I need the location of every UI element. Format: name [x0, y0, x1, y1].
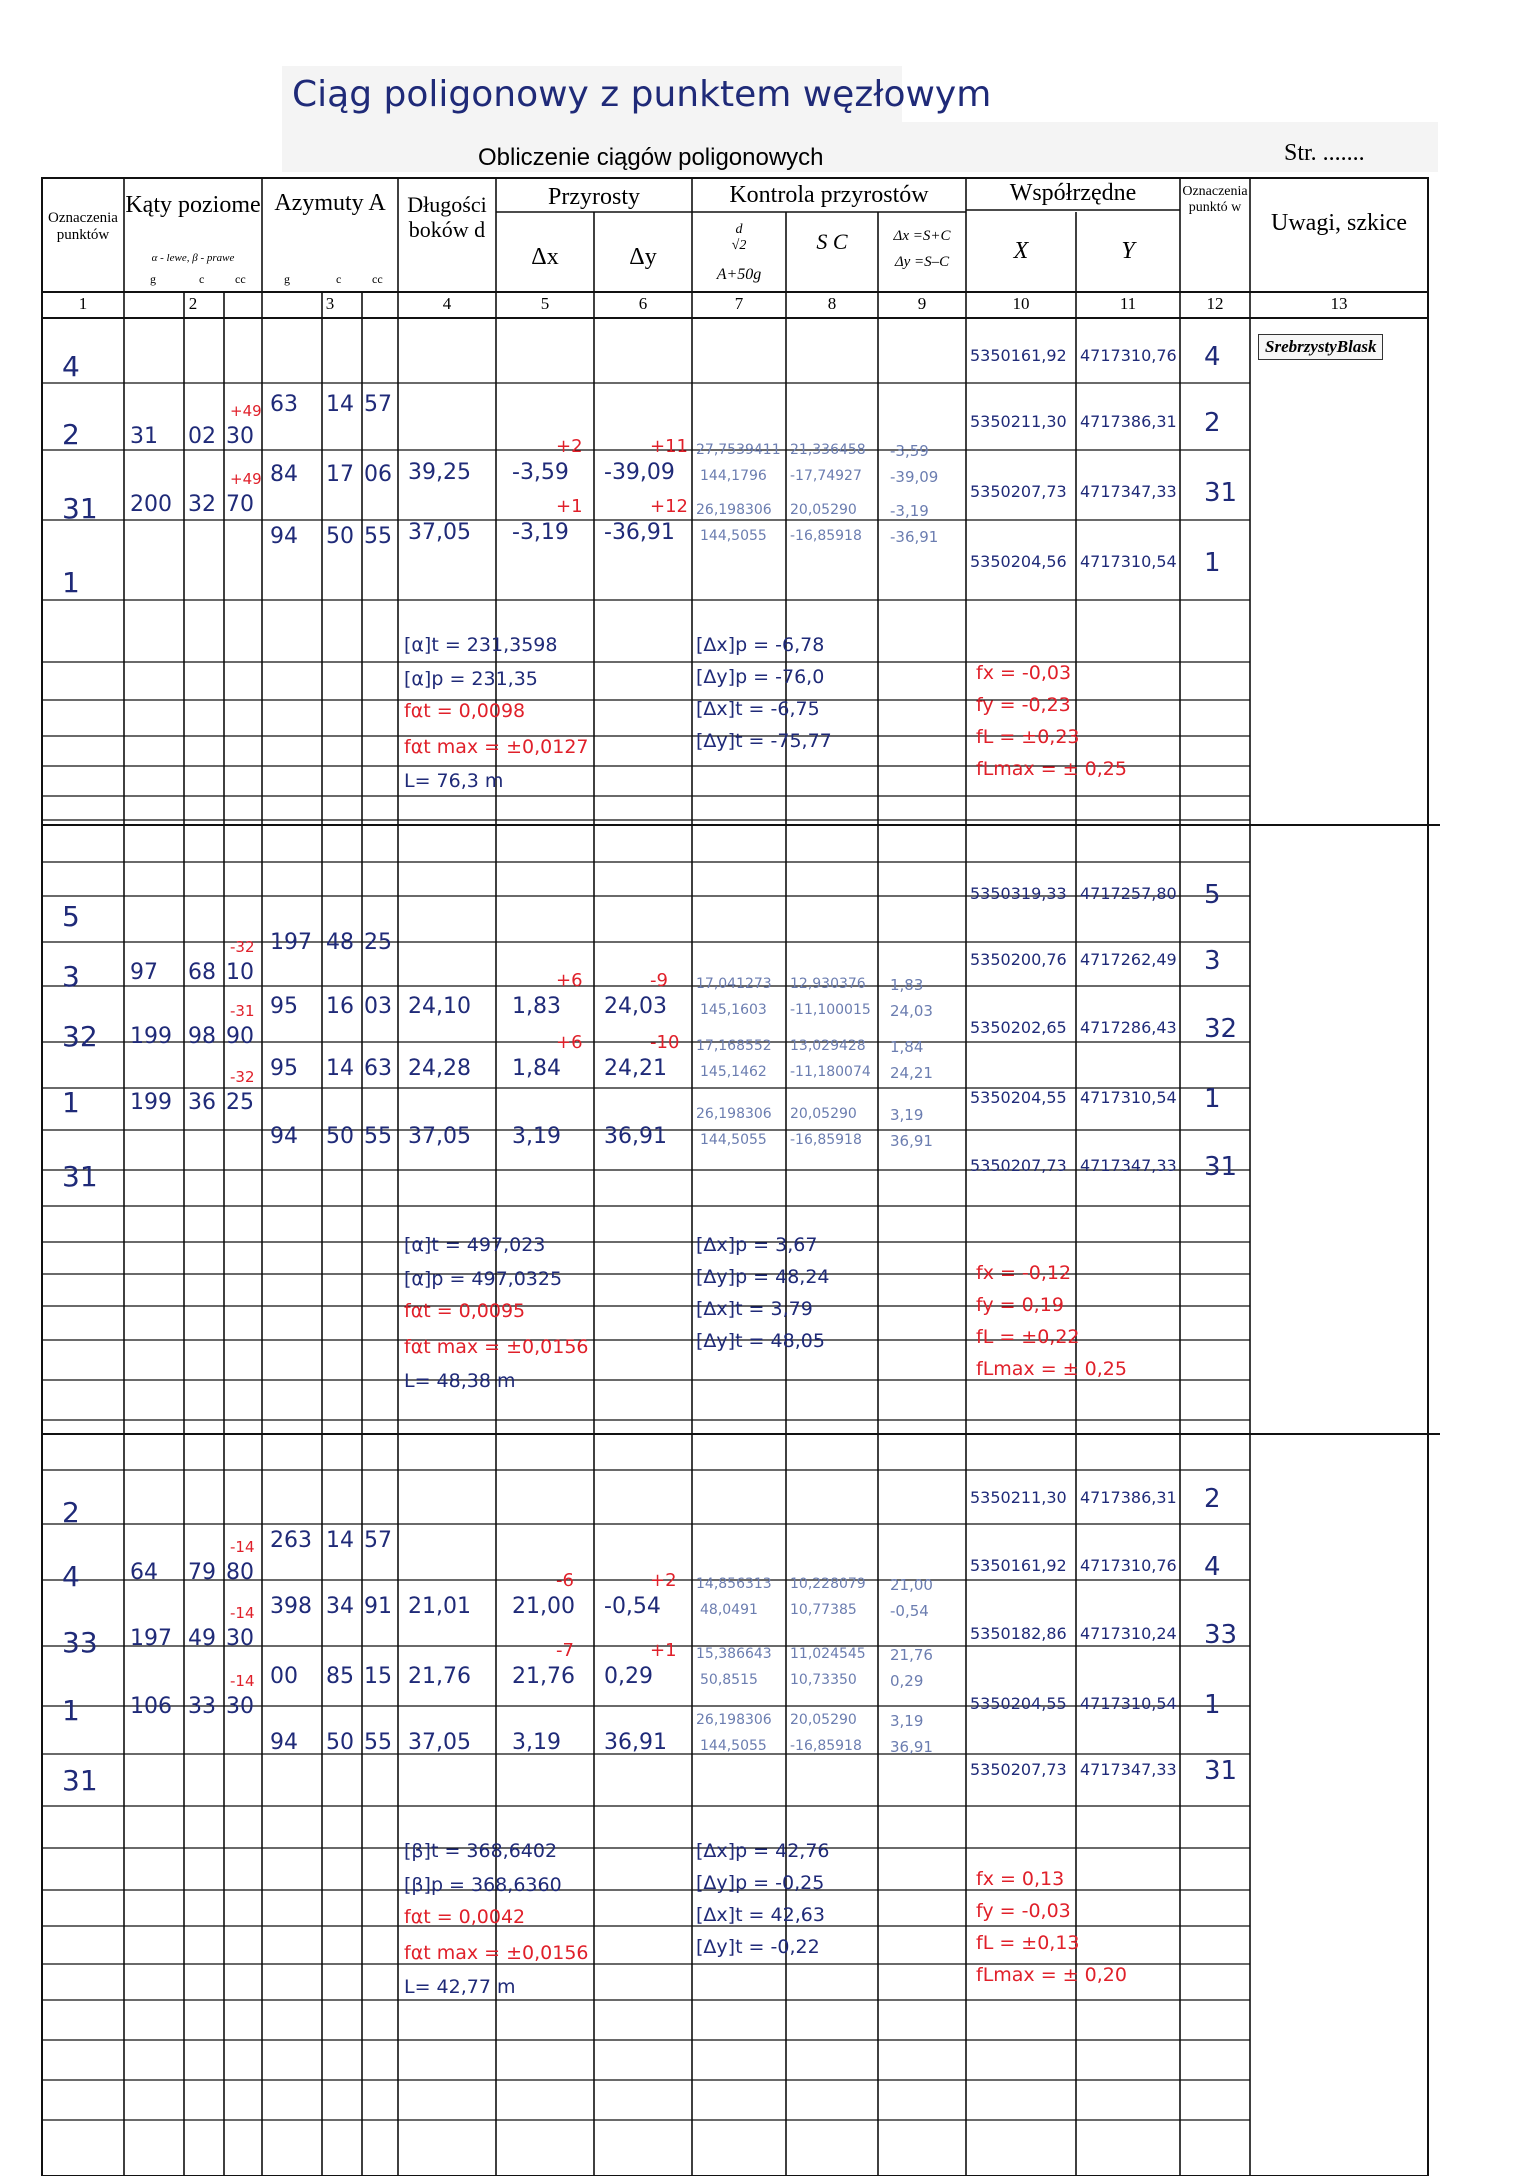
- coordinate-misclosure: fx = -0,03: [976, 662, 1072, 684]
- azimuth-c: 16: [326, 994, 354, 1019]
- coord-x: 5350182,86: [970, 1624, 1067, 1643]
- header-angles-unit-cc: cc: [235, 272, 246, 286]
- control-dy: -0,54: [890, 1602, 929, 1620]
- coord-x: 5350204,56: [970, 552, 1067, 571]
- azimuth-g: 94: [270, 524, 298, 549]
- delta-x: 21,00: [512, 1594, 575, 1619]
- header-angles: Kąty poziome: [125, 192, 261, 218]
- delta-y-correction: +1: [650, 1640, 677, 1661]
- coord-y: 4717310,76: [1080, 346, 1177, 365]
- azimuth-g: 95: [270, 1056, 298, 1081]
- increment-sum: [Δy]t = 48,05: [696, 1330, 825, 1352]
- sum-angles-practice: [β]p = 368,6360: [404, 1874, 562, 1896]
- delta-y: 36,91: [604, 1124, 667, 1149]
- column-number: 12: [1206, 294, 1224, 313]
- angle-c: 02: [188, 424, 216, 449]
- angle-correction: -31: [230, 1002, 255, 1020]
- control-s: 12,930376: [790, 976, 866, 992]
- azimuth-g: 95: [270, 994, 298, 1019]
- control-c: 10,73350: [790, 1672, 857, 1688]
- coord-point-id: 33: [1204, 1620, 1238, 1650]
- coord-y: 4717310,76: [1080, 1556, 1177, 1575]
- angle-misclosure: fαt = 0,0042: [404, 1906, 526, 1928]
- delta-x-correction: +1: [556, 496, 583, 517]
- azimuth-c: 17: [326, 462, 354, 487]
- point-id: 2: [62, 418, 80, 451]
- delta-x: 1,84: [512, 1056, 561, 1081]
- angle-c: 36: [188, 1090, 216, 1115]
- angle-g: 97: [130, 960, 158, 985]
- header-point-id: Oznaczenia punktó w: [1182, 184, 1248, 216]
- angle-c: 33: [188, 1694, 216, 1719]
- control-dx: 1,84: [890, 1038, 924, 1056]
- azimuth-g: 197: [270, 930, 312, 955]
- sum-angles-practice: [α]p = 497,0325: [404, 1268, 563, 1290]
- header-x: X: [1013, 238, 1029, 264]
- azimuth-c: 50: [326, 1730, 354, 1755]
- coord-x: 5350207,73: [970, 1156, 1067, 1175]
- header-dx: Δx: [531, 244, 559, 270]
- control-c: -11,180074: [790, 1064, 871, 1080]
- control-dy: 24,21: [890, 1064, 933, 1082]
- control-s: 20,05290: [790, 1712, 857, 1728]
- delta-y-correction: -9: [650, 970, 668, 991]
- coord-y: 4717310,24: [1080, 1624, 1177, 1643]
- control-dy: 24,03: [890, 1002, 933, 1020]
- angle-cc: 80: [226, 1560, 254, 1585]
- azimuth-c: 14: [326, 392, 354, 417]
- delta-y: -0,54: [604, 1594, 661, 1619]
- coordinate-misclosure: fx = 0,13: [976, 1868, 1065, 1890]
- coord-x: 5350202,65: [970, 1018, 1067, 1037]
- coord-y: 4717347,33: [1080, 1156, 1177, 1175]
- coordinate-misclosure: fL = ±0,13: [976, 1932, 1080, 1954]
- angle-correction: -32: [230, 938, 255, 956]
- header-lengths: Długości boków d: [407, 192, 487, 243]
- coord-y: 4717310,54: [1080, 1088, 1177, 1107]
- column-number: 11: [1119, 294, 1137, 313]
- angle-misclosure-max: fαt max = ±0,0156: [404, 1942, 589, 1964]
- coordinate-misclosure: fL = ±0,22: [976, 1326, 1080, 1348]
- azimuth-cc: 55: [364, 1124, 392, 1149]
- angle-cc: 25: [226, 1090, 254, 1115]
- angle-c: 98: [188, 1024, 216, 1049]
- coord-point-id: 31: [1204, 1152, 1238, 1182]
- header-angles-unit-c: c: [199, 272, 205, 286]
- form-title: Obliczenie ciągów poligonowych: [478, 144, 824, 171]
- coord-point-id: 1: [1204, 1690, 1221, 1720]
- increment-sum: [Δx]t = -6,75: [696, 698, 820, 720]
- header-y: Y: [1121, 238, 1135, 264]
- coord-x: 5350211,30: [970, 1488, 1067, 1507]
- coordinate-misclosure: fy = -0,03: [976, 1900, 1071, 1922]
- coord-point-id: 5: [1204, 880, 1221, 910]
- coord-point-id: 4: [1204, 1552, 1221, 1582]
- coord-y: 4717347,33: [1080, 1760, 1177, 1779]
- control-dy: -36,91: [890, 528, 939, 546]
- angle-c: 79: [188, 1560, 216, 1585]
- control-a-plus-50: 145,1603: [700, 1002, 767, 1018]
- point-id: 1: [62, 1086, 80, 1119]
- azimuth-c: 50: [326, 524, 354, 549]
- azimuth-c: 34: [326, 1594, 354, 1619]
- azimuth-cc: 25: [364, 930, 392, 955]
- coord-y: 4717310,54: [1080, 1694, 1177, 1713]
- distance: 21,76: [408, 1664, 471, 1689]
- angle-misclosure: fαt = 0,0095: [404, 1300, 526, 1322]
- control-dx: -3,59: [890, 442, 929, 460]
- azimuth-cc: 03: [364, 994, 392, 1019]
- coord-y: 4717347,33: [1080, 482, 1177, 501]
- increment-sum: [Δx]t = 3,79: [696, 1298, 813, 1320]
- coord-x: 5350319,33: [970, 884, 1067, 903]
- coord-point-id: 31: [1204, 478, 1238, 508]
- control-d-sqrt2: 14,856313: [696, 1576, 772, 1592]
- coordinate-misclosure: fL = ±0,23: [976, 726, 1080, 748]
- header-points: [42, 210, 124, 245]
- angle-c: 32: [188, 492, 216, 517]
- angle-correction: -32: [230, 1068, 255, 1086]
- control-c: -16,85918: [790, 1132, 862, 1148]
- distance: 24,10: [408, 994, 471, 1019]
- delta-x-correction: +2: [556, 436, 583, 457]
- column-number: 9: [917, 294, 927, 313]
- angle-g: 106: [130, 1694, 172, 1719]
- angle-correction: -14: [230, 1538, 255, 1556]
- header-increments: Przyrosty: [548, 184, 640, 210]
- page-label: Str. .......: [1284, 140, 1365, 166]
- control-d-sqrt2: 26,198306: [696, 1106, 772, 1122]
- delta-y: 36,91: [604, 1730, 667, 1755]
- azimuth-g: 263: [270, 1528, 312, 1553]
- angle-c: 68: [188, 960, 216, 985]
- azimuth-c: 50: [326, 1124, 354, 1149]
- angle-g: 31: [130, 424, 158, 449]
- control-c: -16,85918: [790, 528, 862, 544]
- control-d-sqrt2: 17,041273: [696, 976, 772, 992]
- coord-x: 5350204,55: [970, 1694, 1067, 1713]
- control-s: 21,336458: [790, 442, 866, 458]
- column-number: 13: [1330, 294, 1348, 313]
- header-angles-unit-g: g: [150, 272, 156, 286]
- coord-point-id: 4: [1204, 342, 1221, 372]
- coord-point-id: 1: [1204, 548, 1221, 578]
- angle-cc: 10: [226, 960, 254, 985]
- angle-g: 200: [130, 492, 172, 517]
- control-c: -11,100015: [790, 1002, 871, 1018]
- coord-point-id: 1: [1204, 1084, 1221, 1114]
- control-a-plus-50: 144,1796: [700, 468, 767, 484]
- control-dx: 3,19: [890, 1106, 924, 1124]
- header-coordinates: Współrzędne: [1009, 180, 1137, 206]
- delta-y-correction: +11: [650, 436, 688, 457]
- delta-x: -3,19: [512, 520, 569, 545]
- column-number: 1: [78, 294, 88, 313]
- control-c: -17,74927: [790, 468, 862, 484]
- control-a-plus-50: 48,0491: [700, 1602, 758, 1618]
- coord-x: 5350207,73: [970, 1760, 1067, 1779]
- coord-point-id: 3: [1204, 946, 1221, 976]
- coord-x: 5350161,92: [970, 1556, 1067, 1575]
- delta-y: 0,29: [604, 1664, 653, 1689]
- coord-x: 5350207,73: [970, 482, 1067, 501]
- control-a-plus-50: 50,8515: [700, 1672, 758, 1688]
- distance: 39,25: [408, 460, 471, 485]
- sum-angles-practice: [α]p = 231,35: [404, 668, 538, 690]
- column-number: 6: [638, 294, 648, 313]
- delta-x-correction: +6: [556, 970, 583, 991]
- delta-x: 21,76: [512, 1664, 575, 1689]
- header-azimuth-unit-g: g: [284, 272, 290, 286]
- header-c9-a: Δx =S+C: [893, 228, 951, 244]
- control-d-sqrt2: 17,168552: [696, 1038, 772, 1054]
- coordinate-misclosure: fLmax = ± 0,25: [976, 758, 1127, 780]
- header-azimuths: Azymuty A: [274, 190, 386, 216]
- increment-sum: [Δy]t = -75,77: [696, 730, 832, 752]
- coord-point-id: 2: [1204, 1484, 1221, 1514]
- control-s: 20,05290: [790, 502, 857, 518]
- azimuth-g: 94: [270, 1730, 298, 1755]
- azimuth-g: 63: [270, 392, 298, 417]
- angle-misclosure-max: fαt max = ±0,0127: [404, 736, 589, 758]
- coord-y: 4717286,43: [1080, 1018, 1177, 1037]
- angle-g: 197: [130, 1626, 172, 1651]
- azimuth-g: 00: [270, 1664, 298, 1689]
- angle-g: 199: [130, 1024, 172, 1049]
- distance: 24,28: [408, 1056, 471, 1081]
- azimuth-cc: 57: [364, 1528, 392, 1553]
- column-number: 8: [827, 294, 837, 313]
- control-a-plus-50: 144,5055: [700, 1738, 767, 1754]
- coord-x: 5350204,55: [970, 1088, 1067, 1107]
- angle-misclosure: fαt = 0,0098: [404, 700, 526, 722]
- azimuth-c: 85: [326, 1664, 354, 1689]
- point-id: 3: [62, 960, 80, 993]
- delta-x-correction: -7: [556, 1640, 574, 1661]
- angle-cc: 90: [226, 1024, 254, 1049]
- control-dx: 3,19: [890, 1712, 924, 1730]
- increment-sum: [Δx]p = -6,78: [696, 634, 825, 656]
- control-dx: 21,00: [890, 1576, 933, 1594]
- point-id: 1: [62, 1694, 80, 1727]
- control-d-sqrt2: 26,198306: [696, 502, 772, 518]
- coord-y: 4717386,31: [1080, 1488, 1177, 1507]
- distance: 37,05: [408, 1124, 471, 1149]
- control-a-plus-50: 144,5055: [700, 528, 767, 544]
- delta-x: -3,59: [512, 460, 569, 485]
- increment-sum: [Δx]p = 42,76: [696, 1840, 830, 1862]
- azimuth-g: 84: [270, 462, 298, 487]
- increment-sum: [Δx]t = 42,63: [696, 1904, 825, 1926]
- coordinate-misclosure: fx = -0,12: [976, 1262, 1072, 1284]
- control-dy: -39,09: [890, 468, 939, 486]
- distance: 21,01: [408, 1594, 471, 1619]
- control-dx: 21,76: [890, 1646, 933, 1664]
- column-number: 7: [734, 294, 744, 313]
- column-number: 2: [188, 294, 198, 313]
- delta-x-correction: -6: [556, 1570, 574, 1591]
- header-notes: Uwagi, szkice: [1271, 210, 1407, 236]
- control-s: 11,024545: [790, 1646, 866, 1662]
- point-id: 1: [62, 566, 80, 599]
- point-id: 31: [62, 1160, 98, 1193]
- angle-cc: 30: [226, 1694, 254, 1719]
- azimuth-g: 398: [270, 1594, 312, 1619]
- point-id: 5: [62, 900, 80, 933]
- control-a-plus-50: 145,1462: [700, 1064, 767, 1080]
- azimuth-cc: 55: [364, 1730, 392, 1755]
- delta-y: 24,03: [604, 994, 667, 1019]
- distance: 37,05: [408, 1730, 471, 1755]
- angle-correction: +49: [230, 402, 262, 420]
- header-points-text: Oznaczenia punktów: [48, 210, 118, 244]
- azimuth-cc: 63: [364, 1056, 392, 1081]
- handwritten-title: Ciąg poligonowy z punktem węzłowym: [292, 74, 992, 115]
- azimuth-c: 14: [326, 1056, 354, 1081]
- stamp: SrebrzystyBlask: [1258, 334, 1383, 360]
- increment-sum: [Δy]t = -0,22: [696, 1936, 820, 1958]
- angle-correction: +49: [230, 470, 262, 488]
- delta-x-correction: +6: [556, 1032, 583, 1053]
- control-dy: 36,91: [890, 1132, 933, 1150]
- azimuth-cc: 15: [364, 1664, 392, 1689]
- control-dx: 1,83: [890, 976, 924, 994]
- angle-cc: 30: [226, 1626, 254, 1651]
- angle-correction: -14: [230, 1672, 255, 1690]
- delta-x: 3,19: [512, 1124, 561, 1149]
- coord-y: 4717257,80: [1080, 884, 1177, 903]
- header-c8: S C: [816, 229, 848, 254]
- coord-x: 5350200,76: [970, 950, 1067, 969]
- delta-y-correction: +2: [650, 1570, 677, 1591]
- coord-point-id: 32: [1204, 1014, 1238, 1044]
- control-c: 10,77385: [790, 1602, 857, 1618]
- angle-misclosure-max: fαt max = ±0,0156: [404, 1336, 589, 1358]
- coord-y: 4717386,31: [1080, 412, 1177, 431]
- control-a-plus-50: 144,5055: [700, 1132, 767, 1148]
- coordinate-misclosure: fLmax = ± 0,20: [976, 1964, 1127, 1986]
- coord-y: 4717310,54: [1080, 552, 1177, 571]
- angle-correction: -14: [230, 1604, 255, 1622]
- header-azimuth-unit-c: c: [336, 272, 342, 286]
- coord-point-id: 2: [1204, 408, 1221, 438]
- column-number: 10: [1012, 294, 1030, 313]
- control-dy: 0,29: [890, 1672, 924, 1690]
- sum-angles-theory: [α]t = 231,3598: [404, 634, 558, 656]
- header-control: Kontrola przyrostów: [729, 182, 929, 208]
- traverse-length: L= 48,38 m: [404, 1370, 516, 1392]
- angle-g: 199: [130, 1090, 172, 1115]
- increment-sum: [Δy]p = -76,0: [696, 666, 825, 688]
- azimuth-cc: 91: [364, 1594, 392, 1619]
- header-angles-sub: α - lewe, β - prawe: [151, 252, 235, 264]
- delta-y-correction: +12: [650, 496, 688, 517]
- control-s: 20,05290: [790, 1106, 857, 1122]
- coord-point-id: 31: [1204, 1756, 1238, 1786]
- header-azimuth-unit-cc: cc: [372, 272, 383, 286]
- control-d-sqrt2: 27,7539411: [696, 442, 781, 458]
- point-id: 32: [62, 1020, 98, 1053]
- point-id: 31: [62, 1764, 98, 1797]
- distance: 37,05: [408, 520, 471, 545]
- angle-cc: 30: [226, 424, 254, 449]
- point-id: 2: [62, 1496, 80, 1529]
- coordinate-misclosure: fy = -0,23: [976, 694, 1071, 716]
- angle-cc: 70: [226, 492, 254, 517]
- azimuth-cc: 55: [364, 524, 392, 549]
- azimuth-cc: 06: [364, 462, 392, 487]
- sum-angles-theory: [α]t = 497,023: [404, 1234, 546, 1256]
- control-d-sqrt2: 15,386643: [696, 1646, 772, 1662]
- point-id: 31: [62, 492, 98, 525]
- column-number: 4: [442, 294, 452, 313]
- control-dx: -3,19: [890, 502, 929, 520]
- traverse-length: L= 76,3 m: [404, 770, 504, 792]
- point-id: 4: [62, 1560, 80, 1593]
- delta-x: 1,83: [512, 994, 561, 1019]
- azimuth-c: 14: [326, 1528, 354, 1553]
- control-s: 10,228079: [790, 1576, 866, 1592]
- delta-y: -36,91: [604, 520, 675, 545]
- control-d-sqrt2: 26,198306: [696, 1712, 772, 1728]
- delta-y-correction: -10: [650, 1032, 680, 1053]
- control-dy: 36,91: [890, 1738, 933, 1756]
- header-dy: Δy: [629, 244, 657, 270]
- delta-y: -39,09: [604, 460, 675, 485]
- control-s: 13,029428: [790, 1038, 866, 1054]
- header-c7-top: d √2: [731, 222, 747, 254]
- azimuth-cc: 57: [364, 392, 392, 417]
- column-number: 3: [325, 294, 335, 313]
- point-id: 4: [62, 350, 80, 383]
- increment-sum: [Δy]p = 48,24: [696, 1266, 830, 1288]
- increment-sum: [Δx]p = 3,67: [696, 1234, 818, 1256]
- azimuth-g: 94: [270, 1124, 298, 1149]
- coordinate-misclosure: fLmax = ± 0,25: [976, 1358, 1127, 1380]
- delta-x: 3,19: [512, 1730, 561, 1755]
- coord-x: 5350161,92: [970, 346, 1067, 365]
- increment-sum: [Δy]p = -0,25: [696, 1872, 825, 1894]
- column-number: 5: [540, 294, 550, 313]
- point-id: 33: [62, 1626, 98, 1659]
- delta-y: 24,21: [604, 1056, 667, 1081]
- header-c9-b: Δy =S–C: [894, 254, 950, 270]
- coordinate-misclosure: fy = 0,19: [976, 1294, 1064, 1316]
- angle-c: 49: [188, 1626, 216, 1651]
- traverse-length: L= 42,77 m: [404, 1976, 516, 1998]
- header-c7-bottom: A+50g: [716, 266, 762, 283]
- coord-x: 5350211,30: [970, 412, 1067, 431]
- azimuth-c: 48: [326, 930, 354, 955]
- angle-g: 64: [130, 1560, 158, 1585]
- control-c: -16,85918: [790, 1738, 862, 1754]
- coord-y: 4717262,49: [1080, 950, 1177, 969]
- sum-angles-theory: [β]t = 368,6402: [404, 1840, 558, 1862]
